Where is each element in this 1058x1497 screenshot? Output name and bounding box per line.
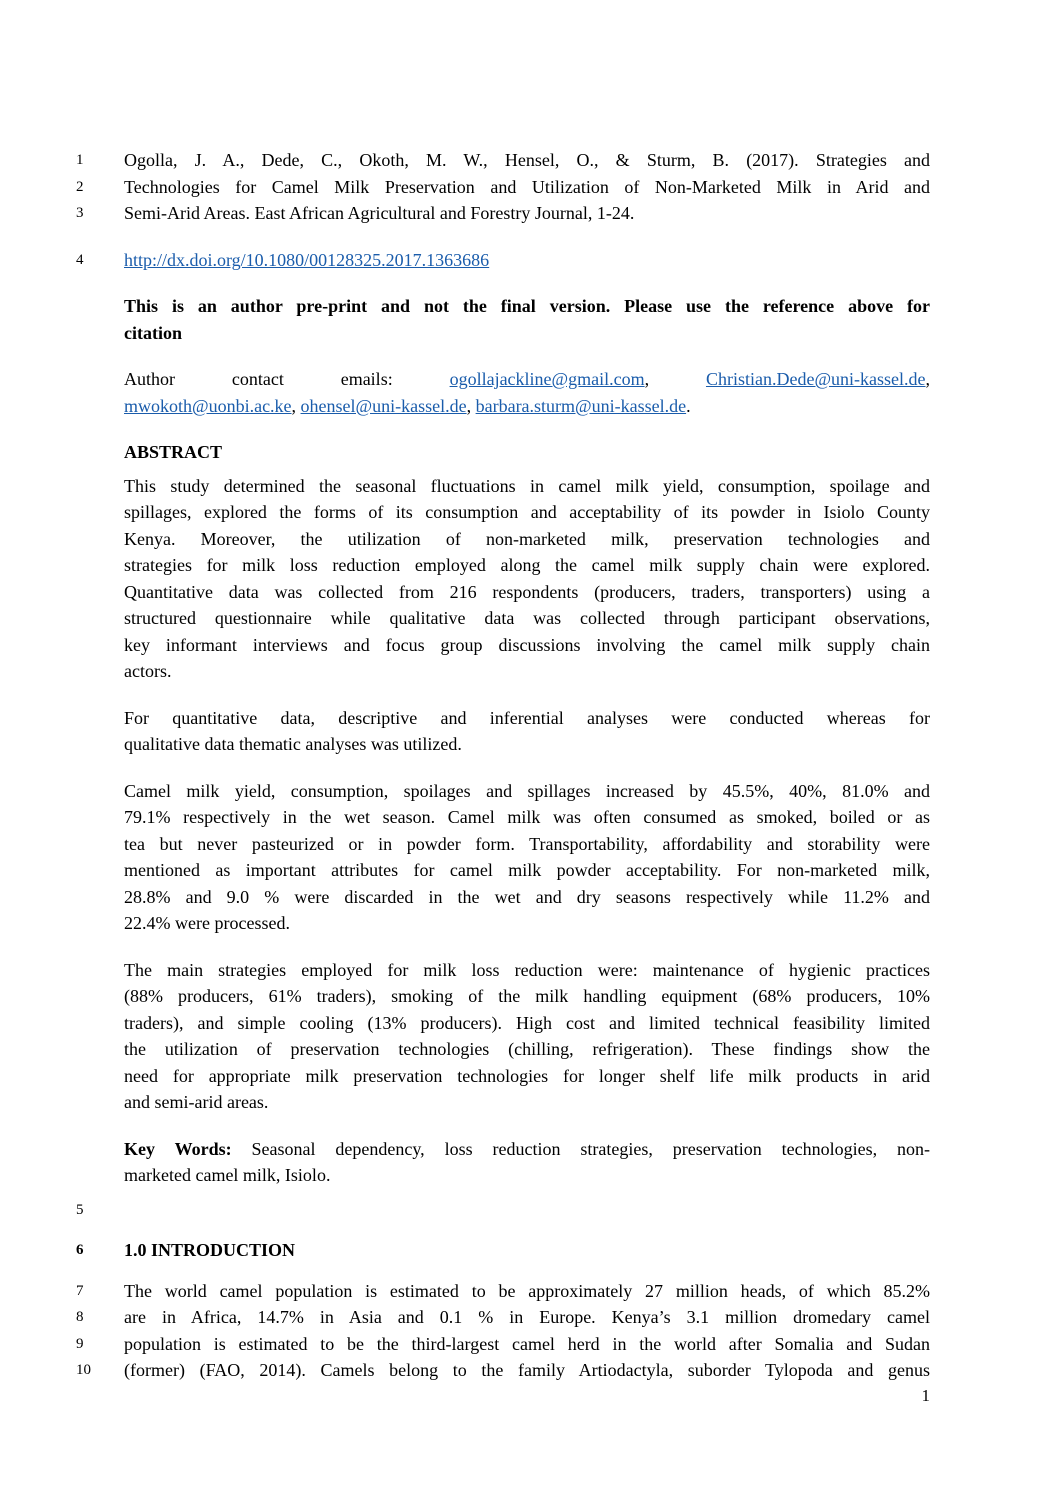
text-line bbox=[124, 1036, 930, 1063]
text-line bbox=[124, 605, 930, 632]
keywords bbox=[124, 1136, 930, 1189]
line-number: 7 bbox=[76, 1282, 84, 1299]
author-contact bbox=[124, 366, 930, 419]
text-line bbox=[124, 632, 930, 659]
paragraph-line-text: strategies for milk loss reduction employed along the camel milk supply chain were explored. bbox=[124, 555, 930, 575]
paragraph-line-text: are in Africa, 14.7% in Asia and 0.1 % in Europe. Kenya’s 3.1 million dromedary camel bbox=[124, 1307, 930, 1327]
text-line bbox=[124, 910, 930, 937]
text-line bbox=[76, 200, 930, 227]
line-number: 6 bbox=[76, 1242, 84, 1258]
paragraph-line-text: tea but never pasteurized or in powder form. Transportability, affordability and storability were bbox=[124, 833, 930, 854]
paragraph-line-text: Camel milk yield, consumption, spoilages and spillages increased by 45.5%, 40%, 81.0% and bbox=[124, 780, 930, 801]
text-line bbox=[124, 1136, 930, 1163]
text-line bbox=[124, 705, 930, 732]
text-line bbox=[76, 1304, 930, 1331]
text-line bbox=[124, 393, 930, 420]
abstract-paragraph-4 bbox=[124, 957, 930, 1116]
abstract-paragraph-2 bbox=[124, 705, 930, 758]
paragraph-line-text: 79.1% respectively in the wet season. Camel milk was often consumed as smoked, boiled or as bbox=[124, 807, 930, 827]
email-link-barbara-sturm[interactable]: barbara.sturm@uni-kassel.de bbox=[475, 395, 687, 416]
paragraph-line-text: the utilization of preservation technologies (chilling, refrigeration). These findings show the bbox=[124, 1039, 930, 1059]
paragraph-line-text: mentioned as important attributes for camel milk powder acceptability. For non-marketed milk, bbox=[124, 860, 930, 880]
line-number: 5 bbox=[76, 1201, 84, 1218]
paragraph-line-text: structured questionnaire while qualitative data was collected through participant observations, bbox=[124, 608, 930, 628]
text-line bbox=[124, 1089, 930, 1116]
text-line bbox=[124, 366, 930, 393]
text-line bbox=[124, 293, 930, 320]
paragraph-line-text: qualitative data thematic analyses was utilized. bbox=[124, 734, 462, 754]
author-contact-prefix: Author contact emails: bbox=[124, 369, 450, 389]
text-line bbox=[124, 831, 930, 858]
separator-text: , bbox=[925, 369, 931, 389]
paragraph-line-text: Kenya. Moreover, the utilization of non-marketed milk, preservation technologies and bbox=[124, 528, 930, 549]
email-link-ogollajackline[interactable]: ogollajackline@gmail.com bbox=[449, 369, 645, 389]
text-line bbox=[76, 1357, 930, 1384]
text-line bbox=[124, 804, 930, 831]
separator-text: , bbox=[644, 369, 706, 389]
text-line bbox=[124, 1010, 930, 1037]
email-link-ohensel[interactable]: ohensel@uni-kassel.de bbox=[300, 395, 467, 416]
abstract-paragraph-3 bbox=[124, 778, 930, 937]
separator-text: , bbox=[466, 395, 476, 416]
preprint-note-text: This is an author pre-print and not the final version. Please use the reference above for bbox=[124, 296, 930, 316]
line-number: 1 bbox=[76, 152, 84, 168]
paragraph-line-text: The main strategies employed for milk loss reduction were: maintenance of hygienic practices bbox=[124, 959, 930, 980]
email-link-christian-dede[interactable]: Christian.Dede@uni-kassel.de bbox=[705, 369, 926, 389]
keywords-text: Seasonal dependency, loss reduction strategies, preservation technologies, non- bbox=[231, 1138, 930, 1159]
text-line bbox=[124, 1162, 930, 1189]
text-line bbox=[124, 778, 930, 805]
paragraph-line-text: key informant interviews and focus group discussions involving the camel milk supply chain bbox=[124, 634, 930, 655]
paragraph-line-text: (88% producers, 61% traders), smoking of the milk handling equipment (68% producers, 10% bbox=[124, 986, 930, 1006]
text-line bbox=[124, 983, 930, 1010]
doi-link[interactable]: http://dx.doi.org/10.1080/00128325.2017.1363686 bbox=[124, 249, 490, 270]
introduction-heading bbox=[76, 1237, 930, 1264]
text-line bbox=[124, 320, 930, 347]
line-number: 9 bbox=[76, 1335, 84, 1352]
text-line bbox=[124, 884, 930, 911]
paragraph-line-text: population is estimated to be the third-largest camel herd in the world after Somalia and Sudan bbox=[124, 1333, 930, 1354]
keywords-label: Key Words: bbox=[124, 1138, 232, 1159]
paragraph-line-text: (former) (FAO, 2014). Camels belong to the family Artiodactyla, suborder Tylopoda and genus bbox=[124, 1360, 930, 1380]
abstract-heading bbox=[124, 439, 930, 466]
text-line bbox=[124, 579, 930, 606]
separator-text: . bbox=[686, 395, 691, 416]
line-number: 4 bbox=[76, 251, 84, 268]
text-line bbox=[76, 247, 930, 274]
paragraph-line-text: For quantitative data, descriptive and inferential analyses were conducted whereas for bbox=[124, 707, 930, 728]
text-line bbox=[124, 499, 930, 526]
citation bbox=[76, 147, 930, 227]
empty-numbered-line bbox=[76, 1197, 930, 1224]
doi-link-paragraph bbox=[76, 247, 930, 274]
preprint-note bbox=[124, 293, 930, 346]
text-line bbox=[124, 473, 930, 500]
paragraph-line-text: need for appropriate milk preservation technologies for longer shelf life milk products in arid bbox=[124, 1065, 930, 1086]
preprint-note-text: citation bbox=[124, 322, 182, 343]
paragraph-line-text: 28.8% and 9.0 % were discarded in the wet and dry seasons respectively while 11.2% and bbox=[124, 886, 930, 907]
keywords-text: marketed camel milk, Isiolo. bbox=[124, 1165, 331, 1185]
paragraph-line-text: Quantitative data was collected from 216 respondents (producers, traders, transporters) using a bbox=[124, 581, 930, 602]
paragraph-line-text: spillages, explored the forms of its consumption and acceptability of its powder in Isiolo County bbox=[124, 502, 930, 522]
text-line bbox=[124, 857, 930, 884]
text-line bbox=[124, 526, 930, 553]
text-line bbox=[76, 174, 930, 201]
text-line bbox=[76, 147, 930, 174]
text-line bbox=[124, 957, 930, 984]
text-line bbox=[76, 1278, 930, 1305]
citation-line-text: Technologies for Camel Milk Preservation and Utilization of Non-Marketed Milk in Arid and bbox=[124, 176, 930, 197]
paragraph-line-text: The world camel population is estimated to be approximately 27 million heads, of which 85.2% bbox=[124, 1280, 930, 1301]
line-number: 2 bbox=[76, 178, 84, 195]
empty-numbered-line-block bbox=[76, 1197, 930, 1224]
abstract-heading-text: ABSTRACT bbox=[124, 442, 223, 462]
text-line bbox=[124, 1063, 930, 1090]
page-number: 1 bbox=[921, 1386, 930, 1405]
text-line bbox=[124, 552, 930, 579]
email-link-mwokoth[interactable]: mwokoth@uonbi.ac.ke bbox=[124, 395, 292, 416]
paragraph-line-text: and semi-arid areas. bbox=[124, 1092, 269, 1112]
text-line bbox=[124, 731, 930, 758]
abstract-section bbox=[124, 439, 930, 466]
separator-text: , bbox=[291, 395, 301, 416]
introduction-heading-text: 1.0 INTRODUCTION bbox=[124, 1240, 296, 1260]
citation-line-text: Semi-Arid Areas. East African Agricultural and Forestry Journal, 1-24. bbox=[124, 203, 635, 223]
abstract-paragraph-1 bbox=[124, 473, 930, 685]
paragraph-line-text: actors. bbox=[124, 661, 172, 681]
introduction-paragraph bbox=[76, 1278, 930, 1384]
paragraph-line-text: This study determined the seasonal fluctuations in camel milk yield, consumption, spoilage and bbox=[124, 475, 930, 496]
text-line bbox=[76, 1331, 930, 1358]
citation-line-text: Ogolla, J. A., Dede, C., Okoth, M. W., Hensel, O., & Sturm, B. (2017). Strategies and bbox=[124, 150, 930, 170]
paragraph-line-text: traders), and simple cooling (13% producers). High cost and limited technical feasibility limited bbox=[124, 1012, 930, 1033]
introduction-heading-block bbox=[76, 1237, 930, 1264]
line-number: 3 bbox=[76, 205, 84, 221]
paragraph-line-text: 22.4% were processed. bbox=[124, 913, 290, 933]
line-number: 8 bbox=[76, 1309, 84, 1325]
text-line bbox=[124, 658, 930, 685]
page-content bbox=[76, 147, 931, 1404]
line-number: 10 bbox=[76, 1362, 91, 1378]
